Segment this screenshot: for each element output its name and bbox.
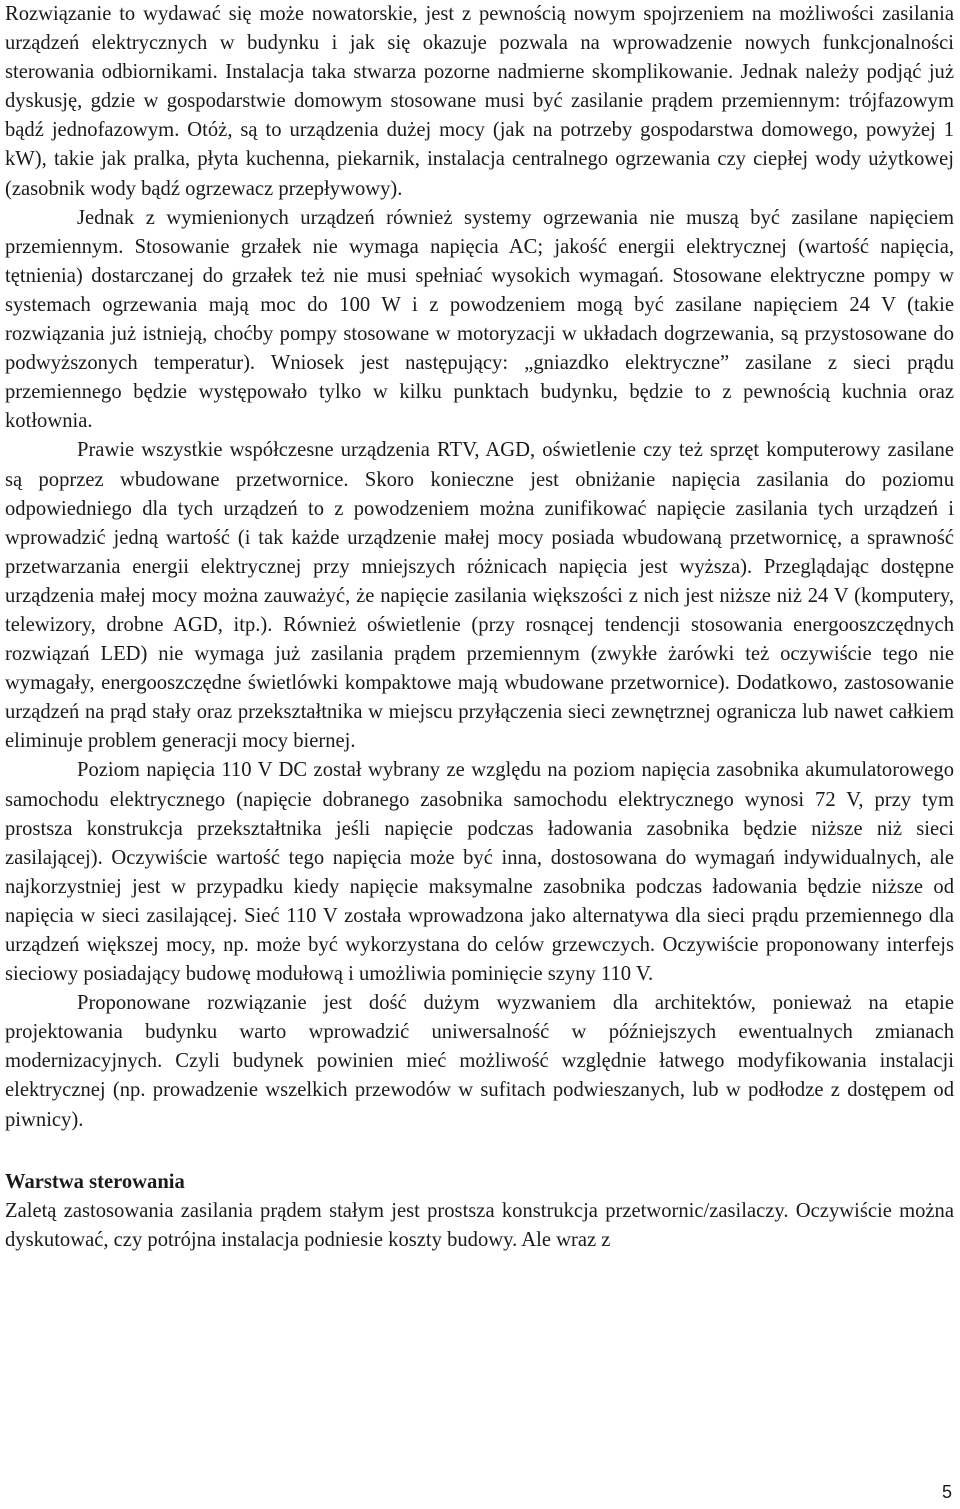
page-number: 5 [941, 1482, 952, 1502]
paragraph-5: Proponowane rozwiązanie jest dość dużym wyzwaniem dla architektów, ponieważ na etapie projektowania budynku warto wprowadzić uniwersalność w późniejszych ewentualnych zmianach modernizacyjnych. Czyli budynek powinien mieć możliwość względnie łatwego modyfikowania instalacji elektrycznej (np. prowadzenie wszelkich przewodów w sufitach podwieszanych, lub w podłodze z dostępem od piwnicy). [5, 992, 954, 1131]
section-paragraph: Zaletą zastosowania zasilania prądem stałym jest prostsza konstrukcja przetwornic/zasilaczy. Oczywiście można dyskutować, czy potrójna instalacja podniesie koszty budowy. Ale wraz z [5, 1199, 954, 1251]
paragraph-4: Poziom napięcia 110 V DC został wybrany ze względu na poziom napięcia zasobnika akumulatorowego samochodu elektrycznego (napięcie dobranego zasobnika samochodu elektrycznego wynosi 72 V, przy tym prostsza konstrukcja przekształtnika jeśli napięcie podczas ładowania zasobnika będzie niższe niż sieci zasilającej). Oczywiście wartość tego napięcia może być inna, dostosowana do wymagań indywidualnych, ale najkorzystniej jest w przypadku kiedy napięcie maksymalne zasobnika podczas ładowania będzie niższe od napięcia w sieci zasilającej. Sieć 110 V została wprowadzona jako alternatywa dla sieci prądu przemiennego dla urządzeń większej mocy, np. może być wykorzystana do celów grzewczych. Oczywiście proponowany interfejs sieciowy posiadający budowę modułową i umożliwia pominięcie szyny 110 V. [5, 759, 954, 986]
paragraph-1: Rozwiązanie to wydawać się może nowatorskie, jest z pewnością nowym spojrzeniem na możliwości zasilania urządzeń elektrycznych w budynku i jak się okazuje pozwala na wprowadzenie nowych funkcjonalności sterowania odbiornikami. Instalacja taka stwarza pozorne nadmierne skomplikowanie. Jednak należy podjąć już dyskusję, gdzie w gospodarstwie domowym stosowane musi być zasilanie prądem przemiennym: trójfazowym bądź jednofazowym. Otóż, są to urządzenia dużej mocy (jak na potrzeby gospodarstwa domowego, powyżej 1 kW), takie jak pralka, płyta kuchenna, piekarnik, instalacja centralnego ogrzewania czy ciepłej wody użytkowej (zasobnik wody bądź ogrzewacz przepływowy). [5, 3, 954, 200]
paragraph-3: Prawie wszystkie współczesne urządzenia RTV, AGD, oświetlenie czy też sprzęt komputerowy zasilane są poprzez wbudowane przetwornice. Skoro konieczne jest obniżanie napięcia zasilania do poziomu odpowiedniego dla tych urządzeń to z powodzeniem można zunifikować napięcie zasilania tych urządzeń i wprowadzić jedną wartość (i tak każde urządzenie małej mocy posiada wbudowaną przetwornicę, a sprawność przetwarzania energii elektrycznej przy mniejszych różnicach napięcia jest wyższa). Przeglądając dostępne urządzenia małej mocy można zauważyć, że napięcie zasilania większości z nich jest niższe niż 24 V (komputery, telewizory, drobne AGD, itp.). Również oświetlenie (przy rosnącej tendencji stosowania energooszczędnych rozwiązań LED) nie wymaga już zasilania prądem przemiennym (zwykłe żarówki też oczywiście tego nie wymagały, energooszczędne świetlówki kompaktowe mają wbudowane przetwornice). Dodatkowo, zastosowanie urządzeń na prąd stały oraz przekształtnika w miejscu przyłączenia sieci zewnętrznej ogranicza lub nawet całkiem eliminuje problem generacji mocy biernej. [5, 439, 954, 753]
paragraph-2: Jednak z wymienionych urządzeń również systemy ogrzewania nie muszą być zasilane napięciem przemiennym. Stosowanie grzałek nie wymaga napięcia AC; jakość energii elektrycznej (wartość napięcia, tętnienia) dostarczanej do grzałek też nie musi spełniać wysokich wymagań. Stosowane elektryczne pompy w systemach ogrzewania mają moc do 100 W i z powodzeniem mogą być zasilane napięciem 24 V (takie rozwiązania już istnieją, choćby pompy stosowane w motoryzacji w układach dogrzewania, są przystosowane do podwyższonych temperatur). Wniosek jest następujący: „gniazdko elektryczne” zasilane z sieci prądu przemiennego będzie występowało tylko w kilku punktach budynku, będzie to z pewnością kuchnia oraz kotłownia. [5, 206, 954, 433]
section-heading: Warstwa sterowania [5, 1170, 185, 1193]
document-page [5, 0, 954, 1255]
